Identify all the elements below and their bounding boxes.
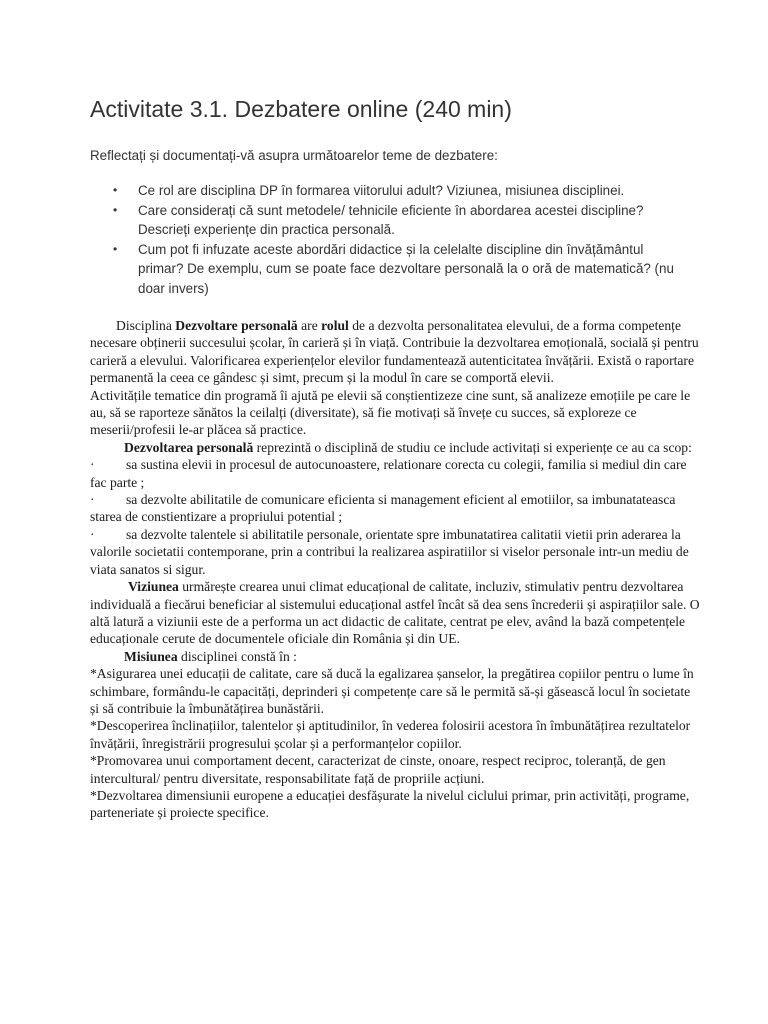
question-text: Cum pot fi infuzate aceste abordări didactice și la celelalte discipline din învățământul primar? De exemplu, cum se poate face dezvoltare personală la o oră de matematică? (nu doar invers) [138,241,674,296]
list-item [90,240,690,299]
text-run: urmărește crearea unui climat educațional de calitate, incluziv, stimulativ pentru dezvoltarea individuală a fiecărui beneficiar al sistemului educațional astfel încât să dea sens încrederii și aspirațiilor sale. O altă latură a viziunii este de a performa un act didactic de calitate, centrat pe elev, având la bază competențele educaționale cerute de documentele oficiale din România și din UE. [90,579,700,647]
bold-term: Dezvoltarea personală [124,439,254,455]
mission-item: *Asigurarea unei educații de calitate, care să ducă la egalizarea șanselor, la pregătirea copiilor pentru o lume în schimbare, formându-le capacități, deprinderi și competențe care să le permită să-și găsească locul în societate și să contribuie la îmbunătățirea bunăstării. [90,666,694,716]
text-run: de a dezvolta personalitatea elevului, de a forma competențe necesare obținerii succesului școlar, în carieră și în viață. Contribuie la dezvoltarea emoțională, socială și pentru carieră a elevului. Valorificarea experiențelor elevilor fundamentează autenticitatea învățării. Există o raportare permanentă la ceea ce gândesc și simt, precum și la modul în care se comportă elevii. [90,318,699,386]
intro-text: Reflectați și documentați-vă asupra următoarelor teme de dezbatere: [90,148,498,163]
mission-heading [90,648,700,665]
text-run: Disciplina [116,318,176,333]
definition-paragraph [90,439,700,456]
page-title: Activitate 3.1. Dezbatere online (240 min) [90,96,512,122]
activities-paragraph: Activitățile tematice din programă îi ajută pe elevii să conștientizeze cine sunt, să analizeze emoțiile pe care le au, să se raporteze sănătos la ceilalți (diversitate), să fie motivați să învețe cu succes, să exploreze ce meserii/profesii le-ar plăcea să practice. [90,387,691,438]
dash-bullet-icon: · [90,492,95,508]
role-paragraph [90,317,700,387]
bold-term: rolul [321,318,349,333]
question-text: Care considerați că sunt metodele/ tehnicile eficiente în abordarea acestei discipline? Descrieți experiențe din practica personală. [138,202,644,237]
aim-text: sa sustina elevii in procesul de autocunoastere, relationare corecta cu colegii, familia si mediul din care fac parte ; [90,457,687,490]
dash-bullet-icon: · [90,457,95,473]
vision-paragraph [90,578,700,648]
bold-term: Misiunea [124,648,178,664]
aim-text: sa dezvolte talentele si abilitatile personale, orientate spre imbunatatirea calitatii vietii prin aderarea la valorile societatii contemporane, prin a contribui la realizarea aspiratiilor si viselor personale intr-un mediu de viata sanatos si sigur. [90,526,689,577]
aim-text: sa dezvolte abilitatile de comunicare eficienta si management eficient al emotiilor, sa imbunatateasca starea de constientizare a propriului potential ; [90,492,676,525]
debate-questions-list [90,181,690,298]
list-item [90,201,690,240]
aim-item [90,526,700,578]
mission-item: *Promovarea unui comportament decent, caracterizat de cinste, onoare, respect reciproc, toleranță, de gen intercultural/ pentru diversitate, responsabilitate față de propriile acțiuni. [90,753,666,786]
bold-term: Dezvoltare personală [175,318,298,333]
bullet-icon: • [113,183,118,197]
aim-item [90,456,700,491]
text-run: reprezintă o disciplină de studiu ce include activitați si experiențe ce au ca scop: [253,439,692,455]
question-text: Ce rol are disciplina DP în formarea viitorului adult? Viziunea, misiunea disciplinei. [138,183,625,198]
text-run: disciplinei constă în : [177,648,297,664]
text-run: are [297,318,322,333]
dash-bullet-icon: · [90,526,95,542]
bullet-icon: • [113,202,118,217]
document-body [90,317,700,822]
aim-item [90,491,700,526]
mission-item: *Dezvoltarea dimensiunii europene a educației desfășurate la nivelul ciclului primar, prin activități, programe, parteneriate și proiecte specifice. [90,787,690,821]
mission-item: *Descoperirea înclinațiilor, talentelor și aptitudinilor, în vederea folosirii acestora în îmbunătățirea rezultatelor învățării, înregistrării progresului școlar și a performanțelor copiilor. [90,718,691,751]
bold-term: Viziunea [128,579,179,595]
bullet-icon: • [113,241,118,256]
list-item [90,181,690,201]
